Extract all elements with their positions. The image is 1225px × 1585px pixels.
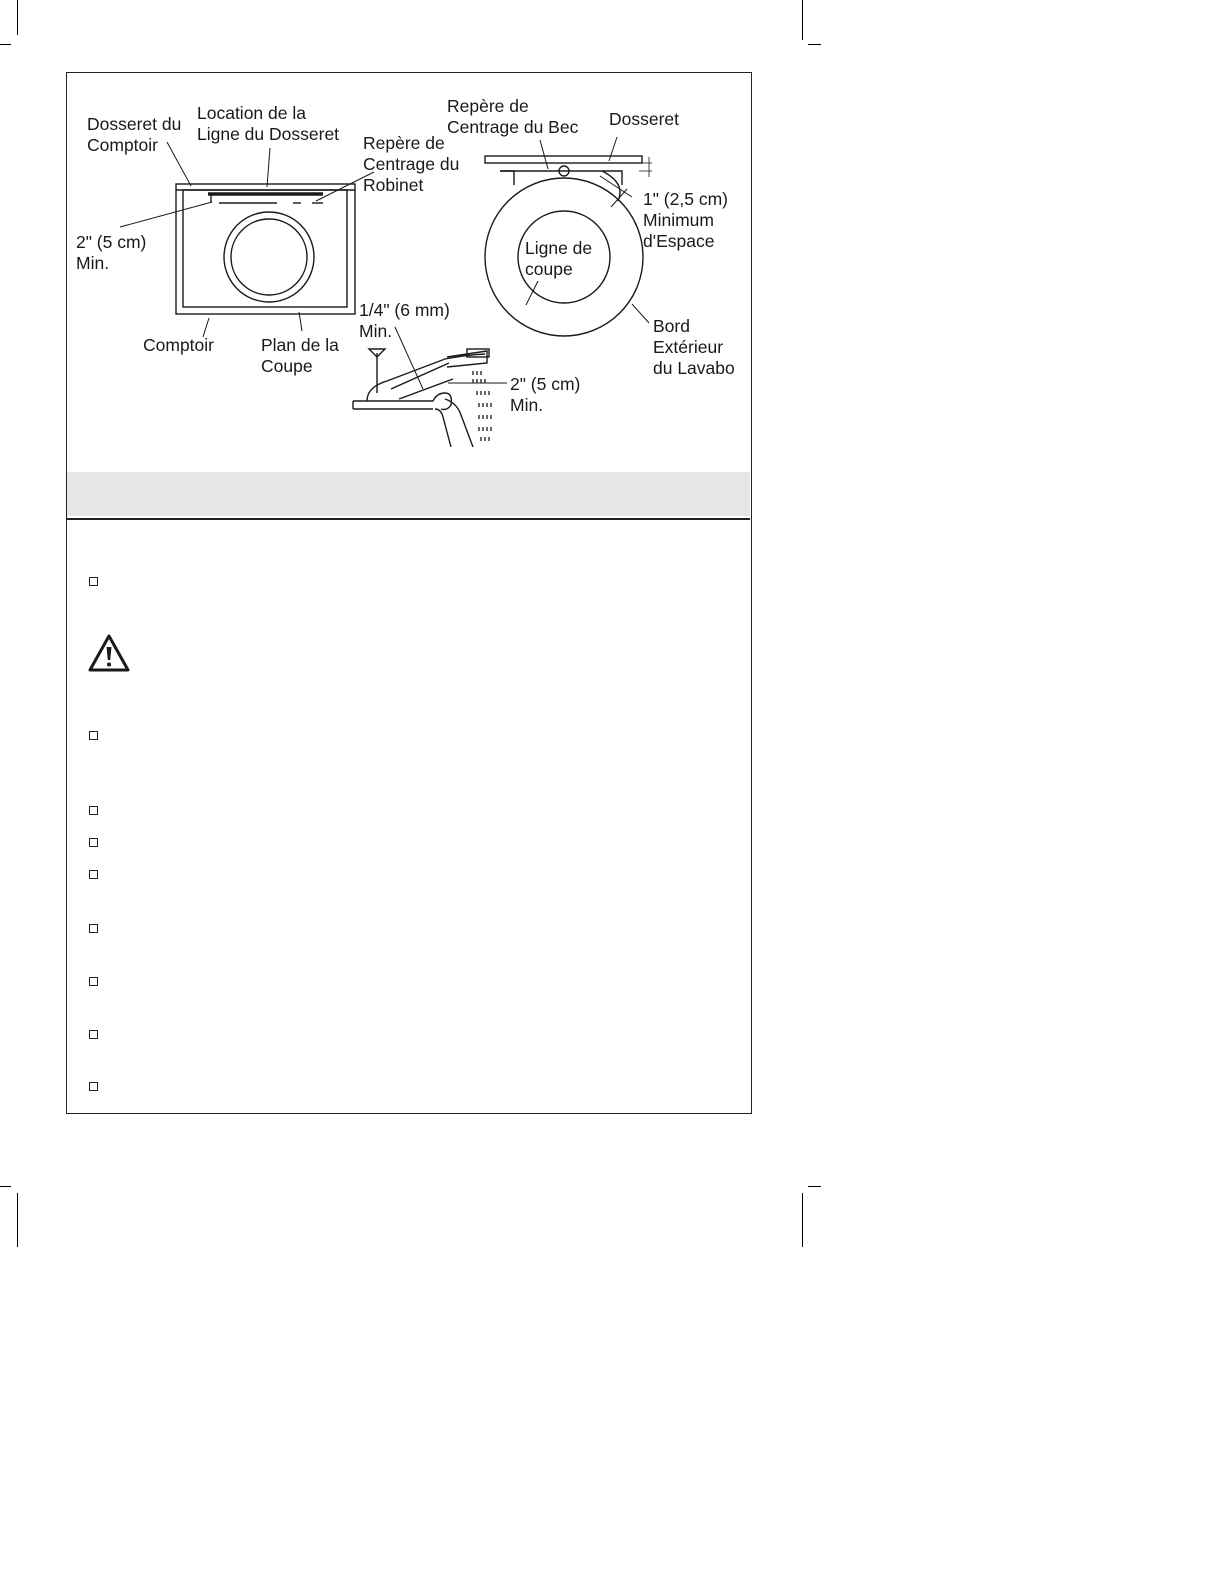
checklist-box[interactable] xyxy=(89,731,98,740)
caption-band xyxy=(67,472,750,516)
label-plan-de-la-coupe: Plan de la Coupe xyxy=(261,335,339,376)
label-repere-centrage-bec: Repère de Centrage du Bec xyxy=(447,96,579,137)
checklist-box[interactable] xyxy=(89,1030,98,1039)
checklist-box[interactable] xyxy=(89,577,98,586)
instruction-frame xyxy=(66,72,752,1114)
label-comptoir: Comptoir xyxy=(143,335,214,355)
crop-mark xyxy=(17,0,18,35)
label-dosseret: Dosseret xyxy=(609,109,680,129)
crop-mark xyxy=(808,1186,821,1187)
section-divider xyxy=(67,518,750,520)
crop-mark xyxy=(808,44,821,45)
label-quarter-inch-min: 1/4" (6 mm) Min. xyxy=(359,300,450,341)
checklist-box[interactable] xyxy=(89,870,98,879)
crop-mark xyxy=(802,0,803,40)
label-1in-minimum-espace: 1" (2,5 cm) Minimum d'Espace xyxy=(643,189,728,251)
backsplash-bar xyxy=(485,156,642,163)
label-bord-exterieur-lavabo: Bord Extérieur du Lavabo xyxy=(653,316,735,378)
label-repere-centrage-robinet: Repère de Centrage du Robinet xyxy=(363,133,460,195)
crop-mark xyxy=(0,44,11,45)
warning-icon xyxy=(87,633,131,673)
checklist-box[interactable] xyxy=(89,806,98,815)
label-ligne-de-coupe: Ligne de coupe xyxy=(525,238,593,279)
cut-plan-outline xyxy=(183,190,347,307)
label-location-ligne-dosseret: Location de la Ligne du Dosseret xyxy=(197,103,340,144)
crop-mark xyxy=(0,1186,11,1187)
checklist-box[interactable] xyxy=(89,838,98,847)
label-2in-min-faucet: 2" (5 cm) Min. xyxy=(510,374,581,415)
basin-inner xyxy=(231,219,307,295)
water-spray xyxy=(473,371,491,441)
crop-mark xyxy=(17,1193,18,1247)
checklist-box[interactable] xyxy=(89,977,98,986)
label-dosseret-comptoir: Dosseret du Comptoir xyxy=(87,114,182,155)
basin-outer xyxy=(224,212,314,302)
crop-mark xyxy=(802,1193,803,1247)
checklist-box[interactable] xyxy=(89,924,98,933)
label-2in-min-left: 2" (5 cm) Min. xyxy=(76,232,147,273)
checklist-box[interactable] xyxy=(89,1082,98,1091)
